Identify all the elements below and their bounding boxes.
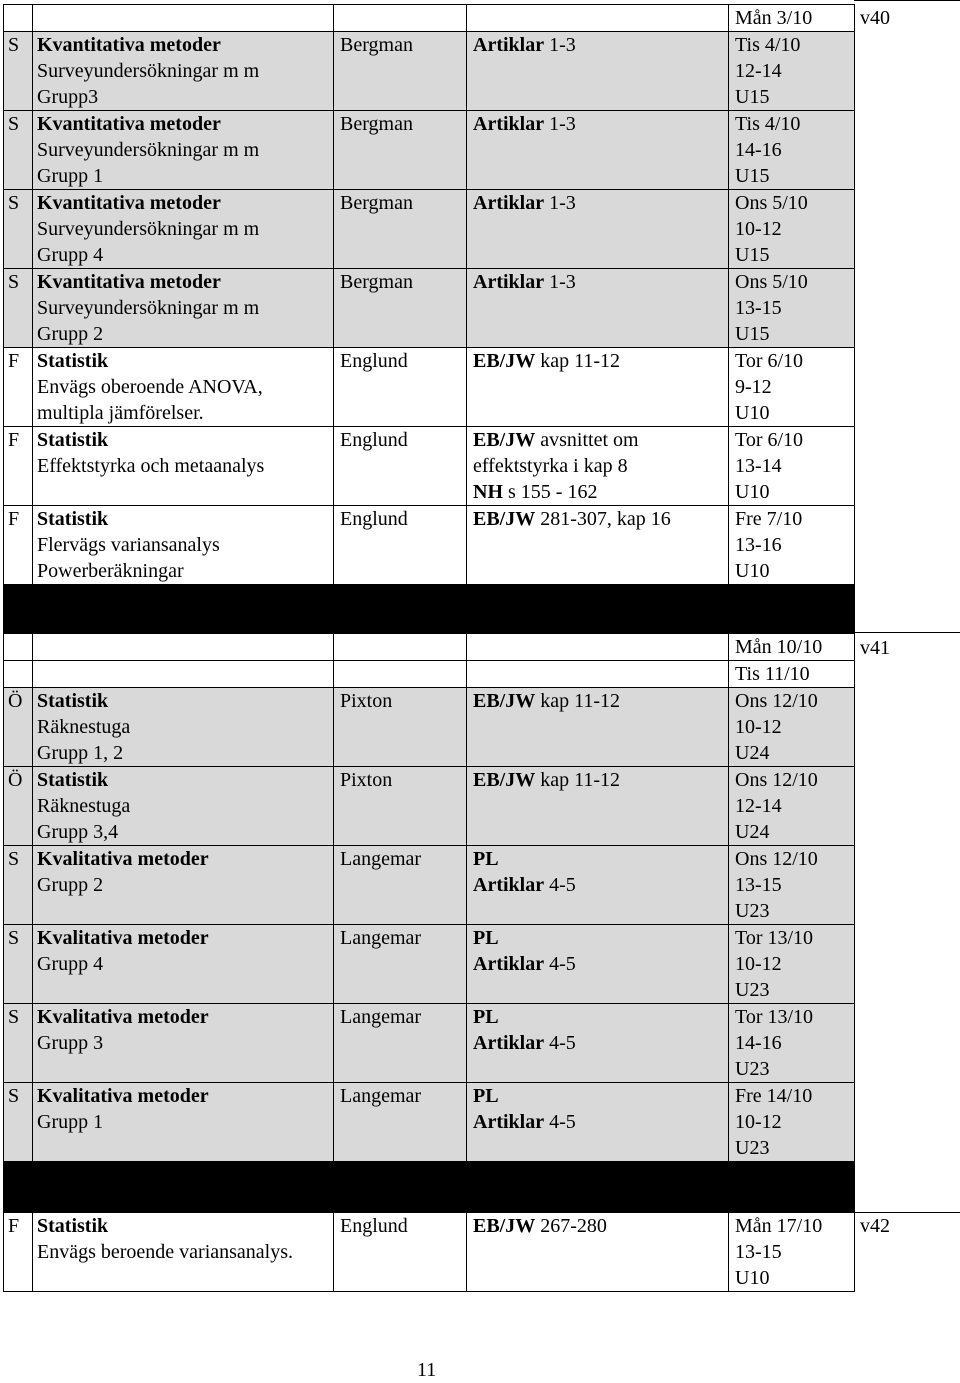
course-description: Surveyundersökningar m m: [37, 218, 260, 240]
separator-cell: [4, 585, 33, 610]
literature-line: [473, 269, 728, 295]
time-cell: [729, 767, 855, 846]
course-subject: Statistik: [37, 429, 109, 451]
schedule-row: [4, 269, 855, 348]
week-divider: [854, 632, 960, 633]
literature-line: [473, 348, 728, 374]
empty-cell: [467, 661, 729, 688]
course-description: Grupp 4: [37, 953, 104, 975]
schedule-row: [4, 348, 855, 427]
course-cell: [33, 32, 334, 111]
teacher-name: Langemar: [334, 925, 467, 1004]
literature-line: [473, 925, 728, 951]
course-cell: [33, 111, 334, 190]
schedule-row: [4, 427, 855, 506]
literature-source: Artiklar: [473, 1111, 545, 1133]
teacher-name: Bergman: [334, 111, 467, 190]
schedule-row: [4, 767, 855, 846]
literature-source: EB/JW: [473, 1215, 536, 1237]
time-line: Ons 12/10: [735, 690, 818, 712]
literature-source: NH: [473, 481, 503, 503]
separator-cell: [729, 585, 855, 610]
teacher-name: Bergman: [334, 32, 467, 111]
literature-line: [473, 453, 728, 479]
course-subject: Kvantitativa metoder: [37, 192, 221, 214]
header-date: Tis 11/10: [729, 661, 855, 688]
header-row: [4, 661, 855, 688]
separator-row: [4, 1187, 855, 1212]
literature-detail: kap 11-12: [535, 690, 621, 712]
separator-cell: [467, 585, 729, 610]
course-cell: [33, 506, 334, 585]
session-type: Ö: [4, 767, 33, 846]
literature-detail: 4-5: [544, 953, 576, 975]
literature-detail: 1-3: [544, 34, 576, 56]
literature-line: [473, 951, 728, 977]
separator-cell: [4, 1187, 33, 1212]
separator-cell: [33, 1187, 334, 1212]
course-description: Surveyundersökningar m m: [37, 139, 260, 161]
course-description: Grupp3: [37, 86, 99, 108]
time-line: Fre 7/10: [735, 508, 803, 530]
literature-detail: 1-3: [544, 271, 576, 293]
time-line: 10-12: [735, 716, 782, 738]
time-line: U10: [735, 402, 770, 424]
literature-source: Artiklar: [473, 34, 545, 56]
course-cell: [33, 767, 334, 846]
time-cell: [729, 427, 855, 506]
literature-source: PL: [473, 1085, 499, 1107]
teacher-name: Pixton: [334, 767, 467, 846]
literature-line: [473, 1083, 728, 1109]
literature-detail: 281-307, kap 16: [535, 508, 671, 530]
teacher-name: Englund: [334, 348, 467, 427]
separator-cell: [33, 1162, 334, 1187]
course-description: Grupp 2: [37, 323, 104, 345]
header-date: Mån 3/10: [729, 5, 855, 32]
course-subject: Statistik: [37, 508, 109, 530]
literature-cell: [467, 348, 729, 427]
literature-cell: [467, 1004, 729, 1083]
schedule-row: [4, 32, 855, 111]
time-line: 13-15: [735, 297, 782, 319]
literature-source: Artiklar: [473, 192, 545, 214]
schedule-row: [4, 1083, 855, 1162]
teacher-name: Langemar: [334, 846, 467, 925]
separator-cell: [33, 610, 334, 635]
literature-line: [473, 872, 728, 898]
page-number: 11: [417, 1359, 437, 1381]
literature-line: [473, 506, 728, 532]
literature-cell: [467, 688, 729, 767]
schedule-row: [4, 925, 855, 1004]
time-line: 10-12: [735, 218, 782, 240]
time-line: U10: [735, 481, 770, 503]
literature-line: [473, 190, 728, 216]
course-description: Grupp 3,4: [37, 821, 119, 843]
session-type: S: [4, 32, 33, 111]
time-line: 13-15: [735, 1241, 782, 1263]
time-line: U15: [735, 244, 770, 266]
course-description: Grupp 4: [37, 244, 104, 266]
time-line: U10: [735, 560, 770, 582]
course-description: Envägs beroende variansanalys.: [37, 1241, 294, 1263]
course-subject: Kvalitativa metoder: [37, 1085, 209, 1107]
time-line: 13-16: [735, 534, 782, 556]
session-type: S: [4, 111, 33, 190]
literature-detail: kap 11-12: [535, 769, 621, 791]
course-description: Grupp 1: [37, 1111, 104, 1133]
session-type: Ö: [4, 688, 33, 767]
literature-source: EB/JW: [473, 429, 536, 451]
literature-source: Artiklar: [473, 874, 545, 896]
session-type: F: [4, 506, 33, 585]
empty-cell: [334, 5, 467, 32]
time-cell: [729, 925, 855, 1004]
course-subject: Kvantitativa metoder: [37, 271, 221, 293]
week-divider: [854, 0, 960, 1]
literature-line: [473, 688, 728, 714]
course-description: Räknestuga: [37, 716, 131, 738]
literature-cell: [467, 32, 729, 111]
literature-source: Artiklar: [473, 953, 545, 975]
time-cell: [729, 1213, 855, 1292]
session-type: S: [4, 1004, 33, 1083]
teacher-name: Langemar: [334, 1004, 467, 1083]
course-cell: [33, 688, 334, 767]
separator-cell: [4, 1162, 33, 1187]
time-line: U24: [735, 821, 770, 843]
session-type: S: [4, 269, 33, 348]
literature-cell: [467, 1213, 729, 1292]
time-line: Tor 13/10: [735, 1006, 814, 1028]
time-line: Ons 12/10: [735, 769, 818, 791]
time-cell: [729, 111, 855, 190]
time-line: Ons 5/10: [735, 271, 808, 293]
literature-line: [473, 1004, 728, 1030]
literature-line: [473, 1030, 728, 1056]
time-line: U23: [735, 900, 770, 922]
session-type: S: [4, 1083, 33, 1162]
time-line: U15: [735, 86, 770, 108]
literature-line: [473, 767, 728, 793]
literature-line: [473, 846, 728, 872]
empty-cell: [33, 661, 334, 688]
course-cell: [33, 348, 334, 427]
literature-line: [473, 111, 728, 137]
literature-cell: [467, 190, 729, 269]
time-line: Tor 6/10: [735, 429, 804, 451]
time-line: Tis 4/10: [735, 113, 801, 135]
schedule-row: [4, 111, 855, 190]
course-description: Surveyundersökningar m m: [37, 60, 260, 82]
separator-row: [4, 610, 855, 635]
literature-detail: 267-280: [535, 1215, 607, 1237]
literature-detail: 1-3: [544, 113, 576, 135]
time-line: 10-12: [735, 1111, 782, 1133]
empty-cell: [4, 634, 33, 661]
course-description: Flervägs variansanalys: [37, 534, 220, 556]
schedule-row: [4, 846, 855, 925]
literature-source: Artiklar: [473, 271, 545, 293]
time-line: 14-16: [735, 139, 782, 161]
course-cell: [33, 925, 334, 1004]
empty-cell: [33, 5, 334, 32]
literature-cell: [467, 111, 729, 190]
time-line: Ons 5/10: [735, 192, 808, 214]
literature-detail: 4-5: [544, 1111, 576, 1133]
time-line: Fre 14/10: [735, 1085, 813, 1107]
empty-cell: [33, 634, 334, 661]
time-line: 14-16: [735, 1032, 782, 1054]
separator-cell: [334, 1187, 467, 1212]
empty-cell: [334, 634, 467, 661]
literature-line: [473, 479, 728, 505]
time-line: 9-12: [735, 376, 772, 398]
header-row: [4, 634, 855, 661]
literature-source: PL: [473, 1006, 499, 1028]
separator-cell: [467, 1162, 729, 1187]
course-subject: Statistik: [37, 1215, 109, 1237]
literature-detail: 4-5: [544, 1032, 576, 1054]
separator-cell: [729, 610, 855, 635]
empty-cell: [467, 5, 729, 32]
literature-cell: [467, 767, 729, 846]
empty-cell: [4, 5, 33, 32]
course-description: Effektstyrka och metaanalys: [37, 455, 265, 477]
course-cell: [33, 846, 334, 925]
time-line: U15: [735, 165, 770, 187]
separator-cell: [33, 585, 334, 610]
session-type: F: [4, 1213, 33, 1292]
week-label-v41: v41: [860, 637, 890, 659]
course-description: multipla jämförelser.: [37, 402, 204, 424]
literature-source: EB/JW: [473, 769, 536, 791]
session-type: S: [4, 925, 33, 1004]
literature-cell: [467, 427, 729, 506]
separator-cell: [334, 585, 467, 610]
separator-row: [4, 1162, 855, 1187]
time-cell: [729, 348, 855, 427]
separator-cell: [4, 610, 33, 635]
empty-cell: [467, 634, 729, 661]
literature-detail: 1-3: [544, 192, 576, 214]
course-subject: Statistik: [37, 350, 109, 372]
course-subject: Kvalitativa metoder: [37, 1006, 209, 1028]
time-line: 12-14: [735, 795, 782, 817]
time-cell: [729, 269, 855, 348]
schedule-table-week-41: [3, 633, 855, 1212]
teacher-name: Englund: [334, 1213, 467, 1292]
time-line: 12-14: [735, 60, 782, 82]
literature-detail: kap 11-12: [535, 350, 621, 372]
course-subject: Statistik: [37, 769, 109, 791]
time-line: 13-14: [735, 455, 782, 477]
course-cell: [33, 269, 334, 348]
course-description: Grupp 3: [37, 1032, 104, 1054]
literature-line: [473, 32, 728, 58]
literature-source: PL: [473, 848, 499, 870]
separator-cell: [334, 610, 467, 635]
literature-line: [473, 1213, 728, 1239]
course-description: Räknestuga: [37, 795, 131, 817]
teacher-name: Englund: [334, 427, 467, 506]
time-line: U23: [735, 1058, 770, 1080]
course-cell: [33, 427, 334, 506]
course-description: Grupp 1: [37, 165, 104, 187]
course-cell: [33, 1004, 334, 1083]
literature-line: [473, 427, 728, 453]
schedule-row: [4, 506, 855, 585]
course-subject: Kvantitativa metoder: [37, 34, 221, 56]
separator-cell: [467, 1187, 729, 1212]
time-line: 10-12: [735, 953, 782, 975]
empty-cell: [4, 661, 33, 688]
empty-cell: [334, 661, 467, 688]
course-description: Envägs oberoende ANOVA,: [37, 376, 263, 398]
teacher-name: Langemar: [334, 1083, 467, 1162]
literature-source: Artiklar: [473, 113, 545, 135]
time-line: Mån 17/10: [735, 1215, 823, 1237]
time-line: U24: [735, 742, 770, 764]
time-cell: [729, 1083, 855, 1162]
course-subject: Kvalitativa metoder: [37, 927, 209, 949]
schedule-row: [4, 688, 855, 767]
literature-detail: effektstyrka i kap 8: [473, 455, 628, 477]
course-subject: Kvantitativa metoder: [37, 113, 221, 135]
time-line: Tor 13/10: [735, 927, 814, 949]
time-cell: [729, 1004, 855, 1083]
time-cell: [729, 506, 855, 585]
literature-source: Artiklar: [473, 1032, 545, 1054]
separator-cell: [729, 1187, 855, 1212]
session-type: S: [4, 190, 33, 269]
schedule-row: [4, 1004, 855, 1083]
teacher-name: Pixton: [334, 688, 467, 767]
time-line: Tis 4/10: [735, 34, 801, 56]
separator-cell: [334, 1162, 467, 1187]
course-description: Surveyundersökningar m m: [37, 297, 260, 319]
schedule-row: [4, 1213, 855, 1292]
teacher-name: Bergman: [334, 269, 467, 348]
separator-cell: [729, 1162, 855, 1187]
literature-source: EB/JW: [473, 350, 536, 372]
literature-detail: s 155 - 162: [503, 481, 598, 503]
schedule-table-week-40: [3, 4, 855, 635]
session-type: S: [4, 846, 33, 925]
literature-cell: [467, 1083, 729, 1162]
time-line: U23: [735, 979, 770, 1001]
time-line: U10: [735, 1267, 770, 1289]
schedule-row: [4, 190, 855, 269]
session-type: F: [4, 427, 33, 506]
course-subject: Statistik: [37, 690, 109, 712]
literature-source: PL: [473, 927, 499, 949]
course-cell: [33, 1213, 334, 1292]
time-line: Ons 12/10: [735, 848, 818, 870]
course-subject: Kvalitativa metoder: [37, 848, 209, 870]
time-cell: [729, 688, 855, 767]
header-row: [4, 5, 855, 32]
course-description: Grupp 2: [37, 874, 104, 896]
time-cell: [729, 846, 855, 925]
literature-detail: 4-5: [544, 874, 576, 896]
teacher-name: Bergman: [334, 190, 467, 269]
course-description: Powerberäkningar: [37, 560, 184, 582]
literature-cell: [467, 269, 729, 348]
course-cell: [33, 1083, 334, 1162]
time-cell: [729, 190, 855, 269]
literature-detail: avsnittet om: [535, 429, 639, 451]
session-type: F: [4, 348, 33, 427]
week-label-v40: v40: [860, 7, 890, 29]
literature-cell: [467, 925, 729, 1004]
time-line: 13-15: [735, 874, 782, 896]
time-line: U23: [735, 1137, 770, 1159]
time-line: U15: [735, 323, 770, 345]
time-line: Tor 6/10: [735, 350, 804, 372]
header-date: Mån 10/10: [729, 634, 855, 661]
schedule-table-week-42: [3, 1212, 855, 1292]
week-label-v42: v42: [860, 1215, 890, 1237]
teacher-name: Englund: [334, 506, 467, 585]
course-description: Grupp 1, 2: [37, 742, 124, 764]
literature-source: EB/JW: [473, 508, 536, 530]
course-cell: [33, 190, 334, 269]
separator-row: [4, 585, 855, 610]
separator-cell: [467, 610, 729, 635]
literature-cell: [467, 506, 729, 585]
time-cell: [729, 32, 855, 111]
literature-source: EB/JW: [473, 690, 536, 712]
literature-cell: [467, 846, 729, 925]
literature-line: [473, 1109, 728, 1135]
